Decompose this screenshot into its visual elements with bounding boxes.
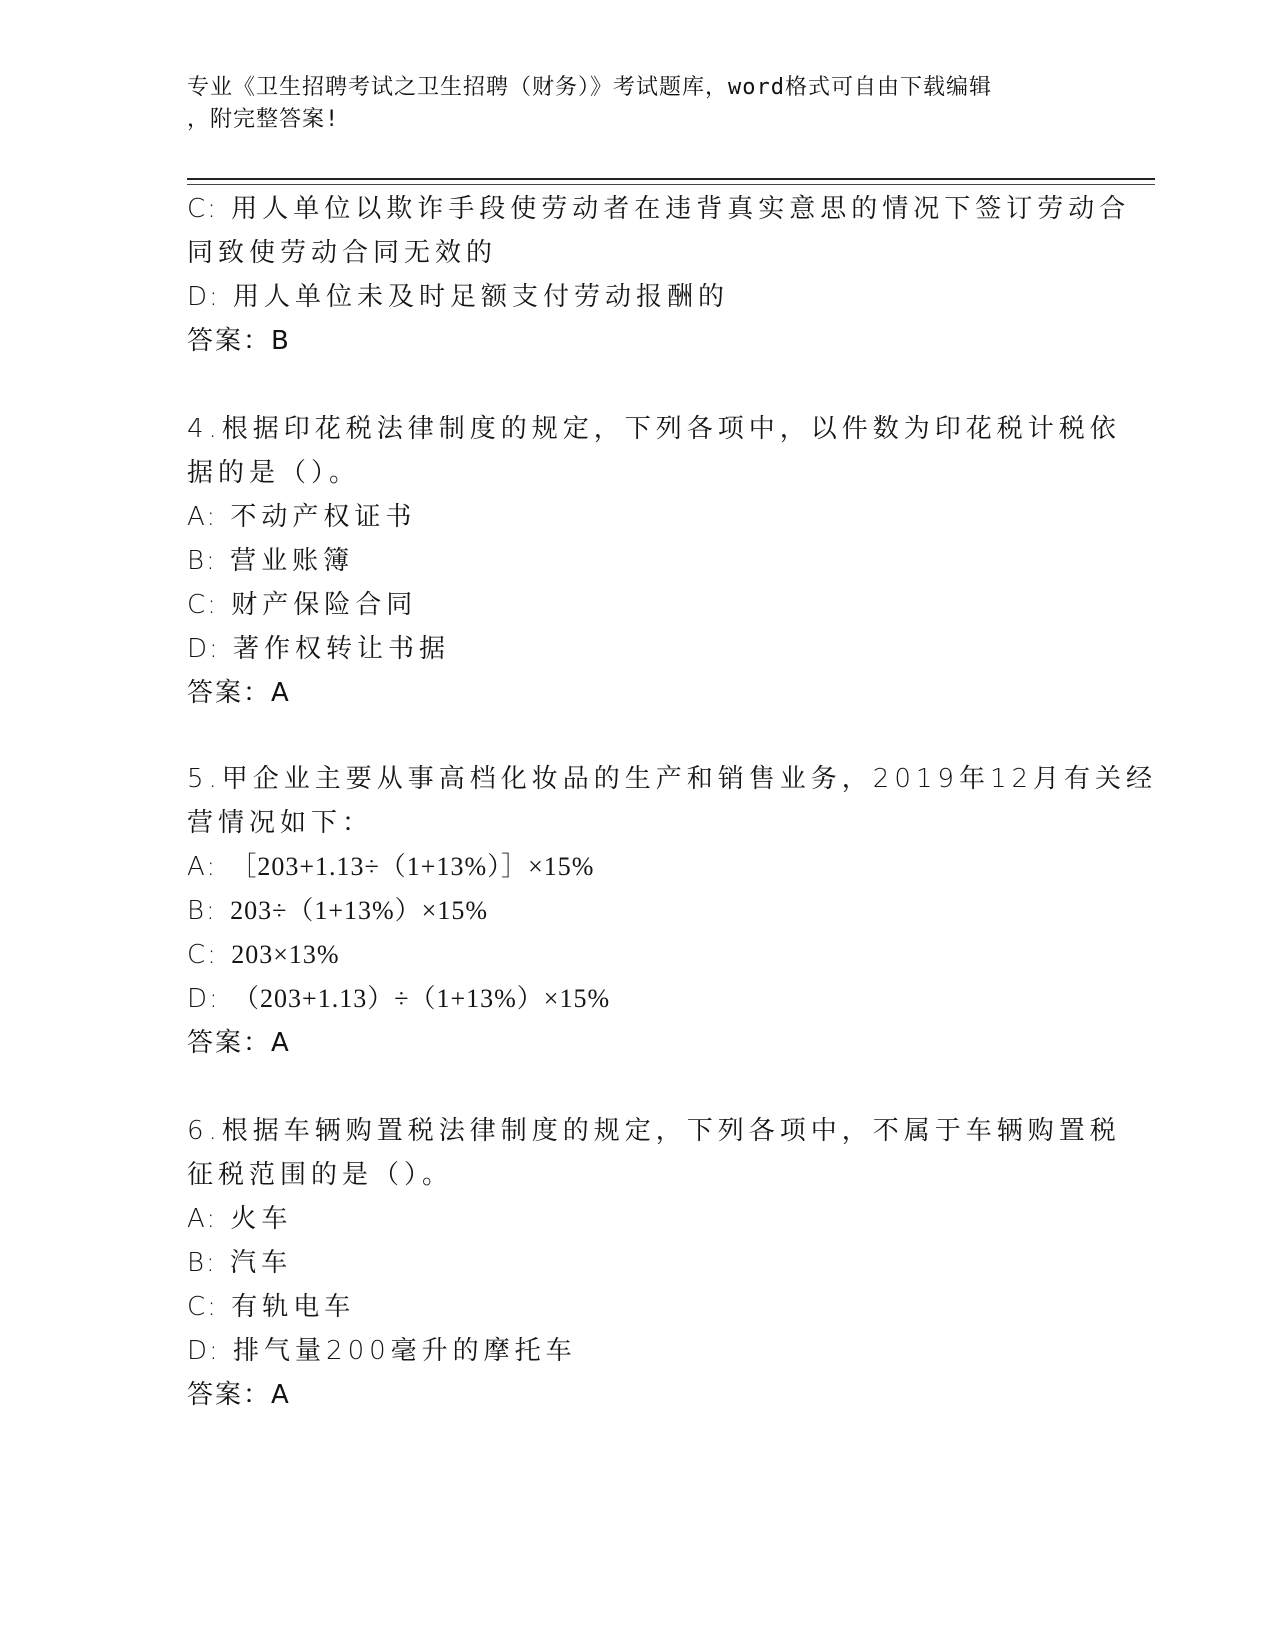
header-line-2: ，附完整答案! bbox=[187, 107, 340, 132]
option-text: 火车 bbox=[230, 1204, 293, 1234]
q4-option-b bbox=[187, 544, 354, 578]
q6-option-d bbox=[187, 1334, 577, 1368]
option-text: 排气量200毫升的摩托车 bbox=[233, 1336, 577, 1366]
header-line-1: 专业《卫生招聘考试之卫生招聘（财务）》考试题库，word格式可自由下载编辑 bbox=[187, 75, 992, 100]
q5-stem-line-2: 营情况如下： bbox=[187, 808, 374, 838]
option-label: C: bbox=[187, 194, 218, 224]
option-text: 用人单位以欺诈手段使劳动者在违背真实意思的情况下签订劳动合 bbox=[231, 194, 1131, 224]
q3-option-c bbox=[187, 192, 1130, 226]
option-text: ［203+1.13÷（1+13%）］×15% bbox=[230, 852, 595, 881]
option-label: D: bbox=[187, 282, 220, 312]
q4-option-d bbox=[187, 632, 450, 666]
option-label: B: bbox=[187, 546, 217, 576]
q4-stem-line-2: 据的是（）。 bbox=[187, 458, 361, 488]
option-text: 著作权转让书据 bbox=[233, 634, 451, 664]
option-label: C: bbox=[187, 1292, 218, 1322]
q6-stem-line-1: 6.根据车辆购置税法律制度的规定，下列各项中，不属于车辆购置税 bbox=[187, 1116, 1121, 1146]
q3-answer: 答案：B bbox=[187, 326, 291, 356]
option-text: 有轨电车 bbox=[231, 1292, 356, 1322]
option-label: C: bbox=[187, 940, 218, 970]
q6-option-c bbox=[187, 1290, 355, 1324]
option-text: 用人单位未及时足额支付劳动报酬的 bbox=[233, 282, 730, 312]
option-text: 汽车 bbox=[230, 1248, 293, 1278]
q5-stem-line-1: 5.甲企业主要从事高档化妆品的生产和销售业务，2019年12月有关经 bbox=[187, 764, 1158, 794]
document-header bbox=[187, 72, 1067, 136]
q3-option-c-cont: 同致使劳动合同无效的 bbox=[187, 238, 498, 268]
option-text: 营业账簿 bbox=[230, 546, 355, 576]
q6-stem-line-2: 征税范围的是（）。 bbox=[187, 1160, 454, 1190]
option-text: 财产保险合同 bbox=[231, 590, 418, 620]
q4-option-c bbox=[187, 588, 417, 622]
option-label: A: bbox=[187, 502, 218, 532]
header-divider-thick bbox=[187, 178, 1155, 180]
option-label: D: bbox=[187, 1336, 220, 1366]
q4-stem-line-1: 4.根据印花税法律制度的规定，下列各项中，以件数为印花税计税依 bbox=[187, 414, 1121, 444]
q6-option-b bbox=[187, 1246, 292, 1280]
header-divider-thin bbox=[187, 184, 1155, 185]
q6-option-a bbox=[187, 1202, 292, 1236]
q4-answer: 答案：A bbox=[187, 678, 291, 708]
q5-answer: 答案：A bbox=[187, 1028, 291, 1058]
option-label: B: bbox=[187, 896, 217, 926]
option-label: D: bbox=[187, 634, 220, 664]
q5-option-c bbox=[187, 938, 340, 972]
q5-option-d bbox=[187, 982, 610, 1016]
option-label: A: bbox=[187, 852, 218, 882]
option-label: D: bbox=[187, 984, 220, 1014]
option-text: 203÷（1+13%）×15% bbox=[230, 896, 488, 925]
option-label: B: bbox=[187, 1248, 217, 1278]
option-text: 203×13% bbox=[231, 940, 340, 969]
q4-option-a bbox=[187, 500, 416, 534]
option-label: C: bbox=[187, 590, 218, 620]
option-label: A: bbox=[187, 1204, 218, 1234]
q6-answer: 答案：A bbox=[187, 1380, 291, 1410]
q5-option-a bbox=[187, 850, 594, 884]
q5-option-b bbox=[187, 894, 488, 928]
q3-option-d bbox=[187, 280, 729, 314]
option-text: （203+1.13）÷（1+13%）×15% bbox=[233, 984, 611, 1013]
option-text: 不动产权证书 bbox=[230, 502, 417, 532]
